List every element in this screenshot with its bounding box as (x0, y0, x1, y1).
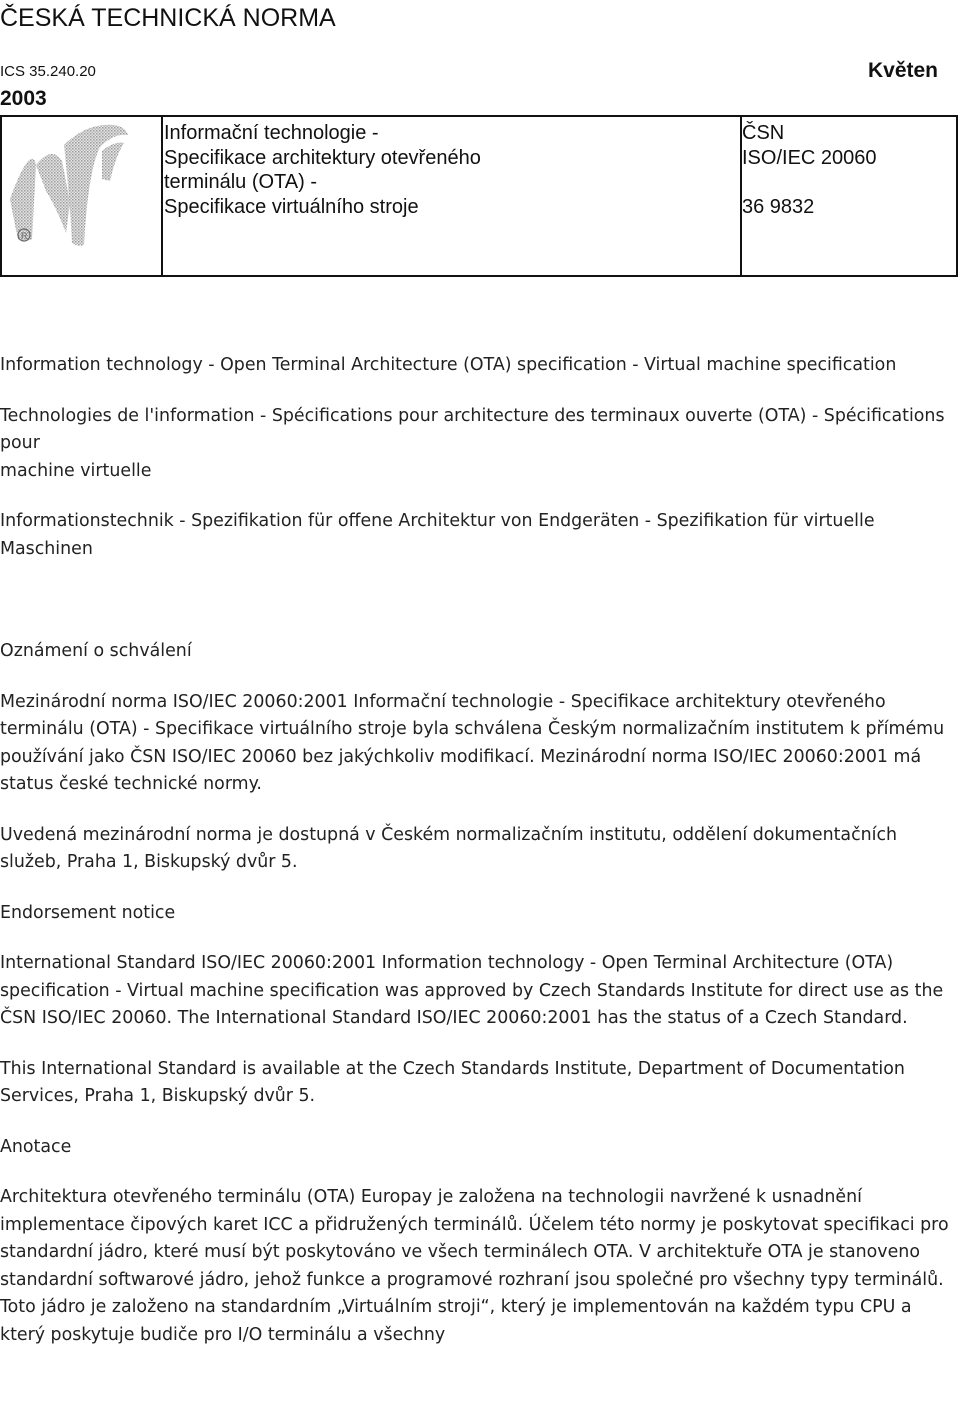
availability-paragraph: Uvedená mezinárodní norma je dostupná v Českém normalizačním institutu, oddělení dokumentačních služeb, Praha 1, Biskupský dvůr 5. (0, 824, 898, 872)
english-title: Information technology - Open Terminal Architecture (OTA) specification - Virtual machine specification (0, 355, 897, 375)
document-body (0, 352, 960, 1349)
svg-text:R: R (21, 231, 28, 241)
announcement-heading: Oznámení o schválení (0, 641, 192, 661)
csn-logo-icon (6, 121, 132, 249)
annotation-heading: Anotace (0, 1136, 72, 1157)
standard-prefix: ČSN (742, 122, 785, 144)
title-box (0, 115, 958, 277)
publication-year: 2003 (0, 87, 47, 110)
czech-title-line: Informační technologie - (164, 122, 379, 144)
french-title-continued: machine virtuelle (0, 460, 152, 481)
spacer-line (742, 170, 952, 195)
announcement-paragraph: Mezinárodní norma ISO/IEC 20060:2001 Informační technologie - Specifikace architektury otevřeného terminálu (OTA) - Specifikace virtuálního stroje byla schválena Českým normalizačním institutem k přímému používání jako ČSN ISO/IEC 20060 bez jakýchkoliv modifikací. Mezinárodní norma ISO/IEC 20060:2001 má status české technické normy. (0, 691, 945, 794)
annotation-paragraph: Architektura otevřeného terminálu (OTA) Europay je založena na technologii navržené k usnadnění implementace čipových karet ICC a přidružených terminálů. Účelem této normy je poskytovat specifikaci pro standardní jádro, které musí být poskytováno ve všech terminálech OTA. V architektuře OTA je stanoveno standardní softwarové jádro, jehož funkce a programové rozhraní jsou společné pro všechny typy terminálů. Toto jádro je založeno na standardním „Virtuálním stroji“, který je implementován na každém typu CPU a který poskytuje budiče pro I/O terminálu a všechny (0, 1187, 949, 1345)
standard-identifier (742, 121, 952, 220)
czech-title-line: Specifikace architektury otevřeného (164, 146, 481, 169)
czech-title-line: terminálu (OTA) - (164, 171, 317, 194)
publication-month: Květen (867, 59, 938, 82)
czech-title-line: Specifikace virtuálního stroje (164, 196, 419, 219)
norm-type-title: ČESKÁ TECHNICKÁ NORMA (0, 4, 336, 32)
endorsement-paragraph: International Standard ISO/IEC 20060:2001 Information technology - Open Terminal Architecture (OTA) specification - Virtual machine specification was approved by Czech Standards Institute for direct use as the ČSN ISO/IEC 20060. The International Standard ISO/IEC 20060:2001 has the status of a Czech Standard. (0, 953, 944, 1028)
endorsement-availability-paragraph: This International Standard is available at the Czech Standards Institute, Department of Documentation Services, Praha 1, Biskupský dvůr 5. (0, 1058, 905, 1106)
german-title: Informationstechnik - Spezifikation für offene Architektur von Endgeräten - Spezifikation für virtuelle Maschinen (0, 511, 875, 559)
czech-title (164, 121, 734, 220)
classification-number: 36 9832 (742, 196, 815, 219)
standard-number: ISO/IEC 20060 (742, 146, 877, 169)
endorsement-heading: Endorsement notice (0, 902, 176, 923)
box-divider (161, 117, 163, 275)
ics-code: ICS 35.240.20 (0, 63, 96, 80)
french-title: Technologies de l'information - Spécifications pour architecture des terminaux ouverte (OTA) - Spécifications pour (0, 405, 945, 453)
